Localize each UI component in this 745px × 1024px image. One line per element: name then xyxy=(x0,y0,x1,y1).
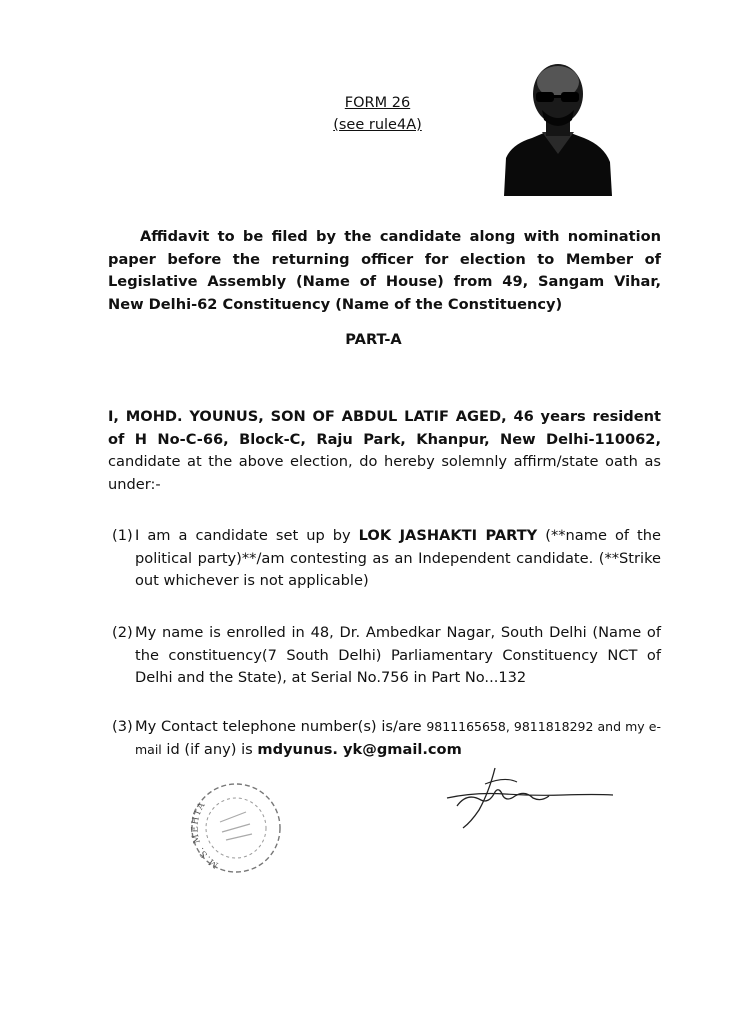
item-number: (3) xyxy=(112,718,133,735)
form-title-block xyxy=(330,92,425,136)
declaration-text: candidate at the above election, do hereby solemnly affirm/state oath as under:- xyxy=(108,453,661,493)
phone-numbers: 9811165658, 9811818292 and my e-mail xyxy=(135,719,661,757)
party-name: LOK JASHAKTI PARTY xyxy=(358,527,538,544)
candidate-photo xyxy=(498,58,616,196)
declarant-details: I, MOHD. YOUNUS, SON OF ABDUL LATIF AGED, 46 years resident of H No-C-66, Block-C, Raju Park, Khanpur, New Delhi-110062, xyxy=(108,408,661,448)
item-number: (2) xyxy=(112,624,133,641)
form-subtitle: (see rule4A) xyxy=(333,117,422,133)
part-heading: PART-A xyxy=(345,331,402,348)
notary-stamp xyxy=(186,776,286,882)
list-item xyxy=(112,525,661,593)
item-text: My Contact telephone number(s) is/are 9811165658, 9811818292 and my e-mail id (if any) is mdyunus. yk@gmail.com xyxy=(135,718,661,758)
list-item xyxy=(112,716,661,761)
affidavit-intro: Affidavit to be filed by the candidate along with nomination paper before the returning officer for election to Member of Legislative Assembly (Name of House) from 49, Sangam Vihar, New Delhi-62 Constituency (Name of the Constituency) xyxy=(108,228,661,313)
declaration xyxy=(108,406,661,496)
svg-text:M.S. MEHTA: M.S. MEHTA xyxy=(190,800,221,870)
item-text: I am a candidate set up by LOK JASHAKTI PARTY (**name of the political party)**/am contesting as an Independent candidate. (**Strike out whichever is not applicable) xyxy=(135,527,661,589)
signature xyxy=(445,762,615,832)
item-text: My name is enrolled in 48, Dr. Ambedkar Nagar, South Delhi (Name of the constituency(7 South Delhi) Parliamentary Constituency NCT of Delhi and the State), at Serial No.756 in Part No...132 xyxy=(135,624,661,686)
list-item xyxy=(112,622,661,690)
form-title: FORM 26 xyxy=(344,95,411,111)
item-number: (1) xyxy=(112,527,133,544)
email-address: mdyunus. yk@gmail.com xyxy=(257,740,462,758)
